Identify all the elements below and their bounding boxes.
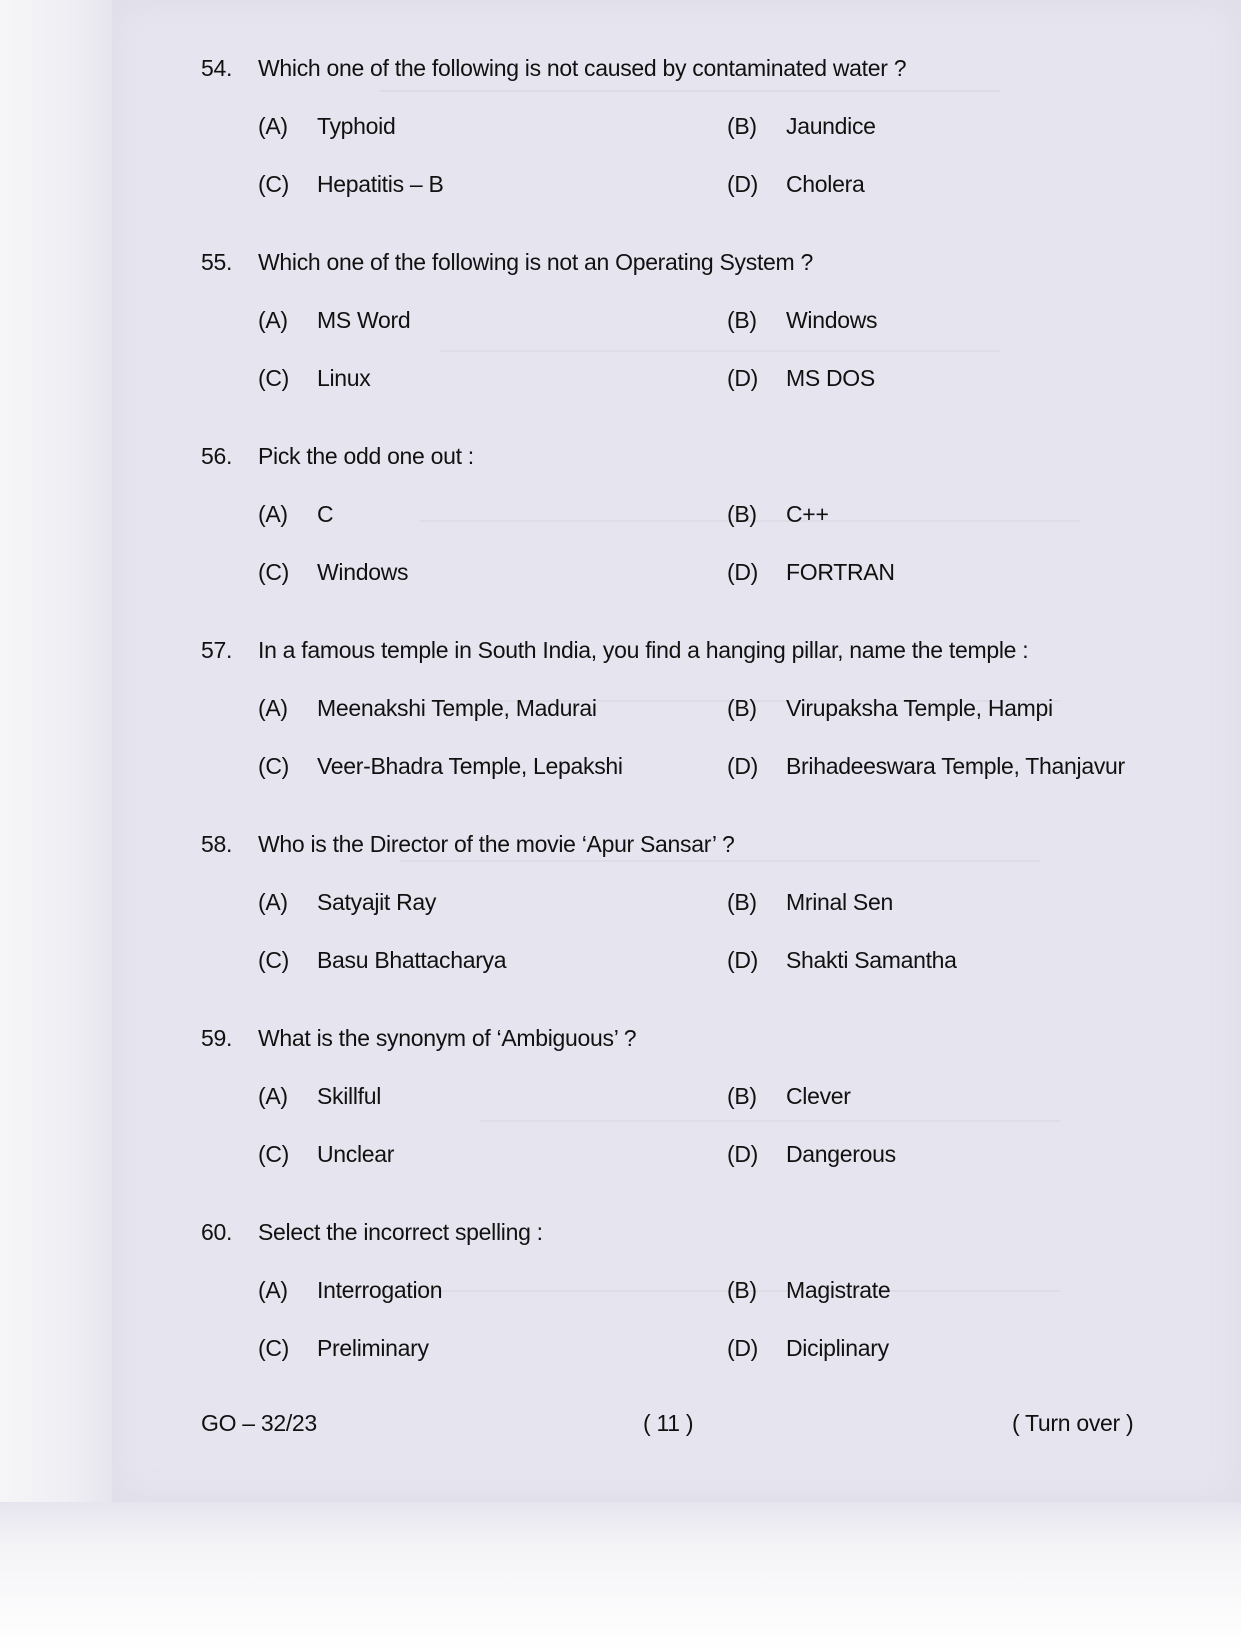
option-text: Hepatitis – B bbox=[317, 171, 444, 197]
question-number: 60. bbox=[201, 1219, 233, 1245]
option-text: Shakti Samantha bbox=[786, 947, 957, 973]
option-letter: (C) bbox=[258, 171, 290, 197]
option-text: Brihadeeswara Temple, Thanjavur bbox=[786, 753, 1125, 779]
option-text: Windows bbox=[786, 307, 878, 333]
question-number: 54. bbox=[201, 55, 233, 81]
option-text: C++ bbox=[786, 501, 829, 527]
option-letter: (D) bbox=[727, 171, 759, 197]
paper-code: GO – 32/23 bbox=[201, 1410, 317, 1436]
option-text: Windows bbox=[317, 559, 409, 585]
option-text: Diciplinary bbox=[786, 1335, 889, 1361]
option-letter: (C) bbox=[258, 947, 290, 973]
question-number: 57. bbox=[201, 637, 233, 663]
option-text: Virupaksha Temple, Hampi bbox=[786, 695, 1053, 721]
option-text: Clever bbox=[786, 1083, 851, 1109]
option-text: Magistrate bbox=[786, 1277, 891, 1303]
option-text: Dangerous bbox=[786, 1141, 896, 1167]
option-text: Basu Bhattacharya bbox=[317, 947, 507, 973]
question-text: In a famous temple in South India, you find a hanging pillar, name the temple : bbox=[258, 637, 1029, 663]
option-text: Skillful bbox=[317, 1083, 382, 1109]
option-letter: (B) bbox=[727, 695, 757, 721]
question-number: 59. bbox=[201, 1025, 233, 1051]
option-letter: (D) bbox=[727, 559, 759, 585]
option-text: Veer-Bhadra Temple, Lepakshi bbox=[317, 753, 623, 779]
option-text: Interrogation bbox=[317, 1277, 443, 1303]
option-letter: (C) bbox=[258, 1141, 290, 1167]
turn-over-note: ( Turn over ) bbox=[1012, 1410, 1134, 1436]
option-text: Linux bbox=[317, 365, 371, 391]
question-number: 56. bbox=[201, 443, 233, 469]
option-letter: (C) bbox=[258, 1335, 290, 1361]
question-text: Which one of the following is not caused by contaminated water ? bbox=[258, 55, 907, 81]
option-text: C bbox=[317, 501, 334, 527]
question-number: 58. bbox=[201, 831, 233, 857]
option-letter: (A) bbox=[258, 1083, 288, 1109]
question-text: Select the incorrect spelling : bbox=[258, 1219, 543, 1245]
option-text: Cholera bbox=[786, 171, 865, 197]
question-text: What is the synonym of ‘Ambiguous’ ? bbox=[258, 1025, 637, 1051]
option-letter: (D) bbox=[727, 365, 759, 391]
option-letter: (B) bbox=[727, 113, 757, 139]
option-letter: (A) bbox=[258, 1277, 288, 1303]
option-letter: (D) bbox=[727, 753, 759, 779]
question-number: 55. bbox=[201, 249, 233, 275]
option-text: Unclear bbox=[317, 1141, 395, 1167]
option-letter: (A) bbox=[258, 695, 288, 721]
option-letter: (D) bbox=[727, 1335, 759, 1361]
page-number: ( 11 ) bbox=[643, 1410, 694, 1436]
option-letter: (A) bbox=[258, 307, 288, 333]
option-letter: (B) bbox=[727, 501, 757, 527]
option-letter: (C) bbox=[258, 365, 290, 391]
option-text: Satyajit Ray bbox=[317, 889, 437, 915]
option-text: Jaundice bbox=[786, 113, 876, 139]
option-text: FORTRAN bbox=[786, 559, 895, 585]
option-letter: (A) bbox=[258, 113, 288, 139]
option-letter: (B) bbox=[727, 889, 757, 915]
option-letter: (A) bbox=[258, 501, 288, 527]
option-letter: (B) bbox=[727, 307, 757, 333]
question-text: Which one of the following is not an Operating System ? bbox=[258, 249, 813, 275]
scan-margin-bottom bbox=[0, 1502, 1241, 1651]
option-text: MS DOS bbox=[786, 365, 875, 391]
option-letter: (B) bbox=[727, 1277, 757, 1303]
option-text: Typhoid bbox=[317, 113, 396, 139]
option-text: MS Word bbox=[317, 307, 411, 333]
option-letter: (A) bbox=[258, 889, 288, 915]
option-text: Preliminary bbox=[317, 1335, 429, 1361]
option-letter: (C) bbox=[258, 559, 290, 585]
option-text: Meenakshi Temple, Madurai bbox=[317, 695, 597, 721]
question-text: Who is the Director of the movie ‘Apur Sansar’ ? bbox=[258, 831, 735, 857]
question-text: Pick the odd one out : bbox=[258, 443, 474, 469]
option-letter: (D) bbox=[727, 947, 759, 973]
option-letter: (D) bbox=[727, 1141, 759, 1167]
scan-margin-left bbox=[0, 0, 112, 1540]
option-text: Mrinal Sen bbox=[786, 889, 893, 915]
option-letter: (B) bbox=[727, 1083, 757, 1109]
option-letter: (C) bbox=[258, 753, 290, 779]
